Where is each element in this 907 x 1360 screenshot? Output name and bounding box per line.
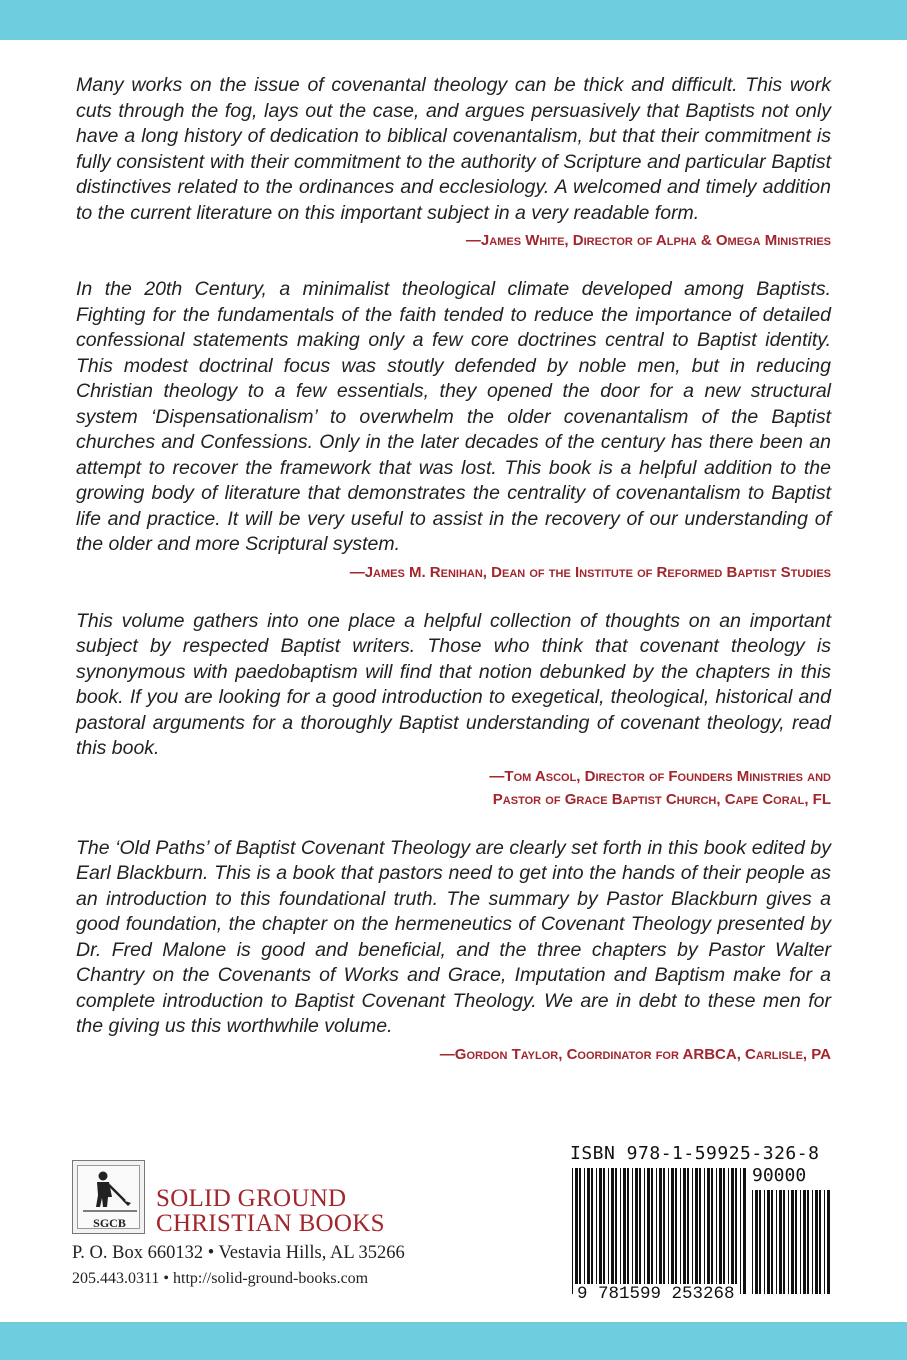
barcode-bar [584,1168,585,1294]
farmer-with-hoe-icon [81,1167,139,1217]
barcode-bar [635,1168,638,1294]
barcode-bar [728,1168,729,1294]
barcode-bar [791,1190,794,1294]
barcode-bar [707,1168,710,1294]
barcode-bar [627,1168,629,1294]
barcode-bar [623,1168,626,1294]
barcode-bar [656,1168,657,1294]
barcode-bar [795,1190,797,1294]
endorsement-quote: Many works on the issue of covenantal theology can be thick and difficult. This work cuts through the fog, lays out the case, and argues persuasively that Baptists not only have a long history of dedication to biblical covenantalism, but that their commitment is fully consistent with their commitment to the authority of Scripture and particular Baptist distinctives related to the ordinances and ecclesiology. A welcomed and timely addition to the current literature on this important subject in a very readable form. [76,74,831,224]
barcode-bar [807,1190,809,1294]
publisher-address: P. O. Box 660132 • Vestavia Hills, AL 35266 [72,1243,405,1263]
barcode-bar [824,1190,825,1294]
endorsement-attribution: —James M. Renihan, Dean of the Institute of Reformed Baptist Studies [349,563,831,581]
endorsement-2 [76,277,831,584]
barcode-bar [819,1190,821,1294]
barcode-bar [735,1168,737,1294]
barcode-ean-digits: 9 781599 253268 [577,1284,735,1304]
barcode-bar [764,1190,765,1294]
barcode-addon-digits: 90000 [752,1165,807,1186]
barcode-bar [615,1168,617,1294]
barcode-bar [632,1168,633,1294]
barcode-bar [743,1168,746,1294]
endorsement-3 [76,609,831,811]
barcode-bar [620,1168,621,1294]
barcode-bar [651,1168,653,1294]
bottom-color-band [0,1322,907,1360]
barcode-bar [591,1168,593,1294]
barcode-bar [572,1168,573,1294]
barcode-bar [599,1168,602,1294]
publisher-name: SOLID GROUND CHRISTIAN BOOKS [156,1185,385,1237]
endorsement-attribution: —Gordon Taylor, Coordinator for ARBCA, Carlisle, PA [439,1045,831,1063]
barcode-bar [675,1168,677,1294]
barcode-bar [596,1168,597,1294]
endorsement-4 [76,836,831,1066]
barcode-bar [692,1168,693,1294]
barcode-bar [704,1168,705,1294]
barcode-bar [575,1168,578,1294]
barcode-bar [759,1190,761,1294]
barcode-bars [570,1168,835,1298]
endorsement-attribution: —James White, Director of Alpha & Omega Ministries [465,232,831,249]
barcode-bar [644,1168,645,1294]
barcode-bar [755,1190,758,1294]
barcode-bar [647,1168,650,1294]
barcode-bar [752,1190,753,1294]
barcode-bar [719,1168,722,1294]
barcode-bar [683,1168,686,1294]
endorsement-1 [76,73,831,252]
publisher-contact: 205.443.0311 • http://solid-ground-books.com [72,1270,369,1287]
barcode-bar [659,1168,662,1294]
endorsement-quote: The ‘Old Paths’ of Baptist Covenant Theology are clearly set forth in this book edited by Earl Blackburn. This is a book that pastors need to get into the hands of their people as an introduction to this foundational truth. The summary by Pastor Blackburn gives a good foundation, the chapter on the hermeneutics of Covenant Theology presented by Dr. Fred Malone is good and beneficial, and the three chapters by Pastor Walter Chantry on the Covenants of Works and Grace, Imputation and Baptism make for a complete introduction to Baptist Covenant Theology. We are in debt to these men for the giving us this worthwhile volume. [76,836,831,1037]
publisher-logo [72,1160,145,1234]
barcode-bar [776,1190,777,1294]
barcode-bar [608,1168,609,1294]
barcode-bar [716,1168,717,1294]
barcode-bar [711,1168,713,1294]
barcode-bar [663,1168,665,1294]
top-color-band [0,0,907,40]
isbn-number: ISBN 978-1-59925-326-8 [570,1143,820,1164]
endorsement-attribution: —Tom Ascol, Director of Founders Ministries and Pastor of Grace Baptist Church, Cape Coral, FL [489,767,831,808]
barcode-bar [603,1168,605,1294]
barcode-bar [668,1168,669,1294]
barcode-bar [680,1168,681,1294]
publisher-logo-text: SGCB [93,1216,126,1230]
barcode-bar [723,1168,725,1294]
barcode-bar [803,1190,806,1294]
endorsement-quote: This volume gathers into one place a helpful collection of thoughts on an important subject by respected Baptist writers. Those who think that covenant theology is synonymous with paedobaptism will find that notion debunked by the chapters in this book. If you are looking for a good introduction to exegetical, theological, historical and pastoral arguments for a thoroughly Baptist understanding of covenant theology, read this book. [76,609,831,759]
barcode-bar [767,1190,770,1294]
barcode-bar [815,1190,818,1294]
barcode-bar [611,1168,614,1294]
barcode-bar [771,1190,773,1294]
barcode-bar [699,1168,701,1294]
barcode-bar [695,1168,698,1294]
barcode-bar [800,1190,801,1294]
barcode-bar [779,1190,782,1294]
endorsements [76,73,831,1091]
endorsement-quote: In the 20th Century, a minimalist theological climate developed among Baptists. Fighting for the fundamentals of the faith tended to reduce the importance of detailed confessional statements making only a few core doctrines central to Baptist identity. This modest doctrinal focus was stoutly defended by noble men, but in reducing Christian theology to a few essentials, they opened the door for a new structural system ‘Dispensationalism’ to overwhelm the older covenantalism of the Baptist churches and Confessions. Only in the later decades of the century has there been an attempt to recover the framework that was lost. This book is a helpful addition to the growing body of literature that demonstrates the centrality of covenantalism to Baptist life and practice. It will be very useful to assist in the recovery of our understanding of the older and more Scriptural system. [76,278,831,555]
isbn-barcode [560,1143,840,1303]
barcode-bar [587,1168,590,1294]
barcode-bar [827,1190,830,1294]
barcode-bar [687,1168,689,1294]
barcode-bar [731,1168,734,1294]
barcode-bar [639,1168,641,1294]
barcode-bar [812,1190,813,1294]
barcode-bar [788,1190,789,1294]
barcode-bar [740,1168,741,1294]
barcode-bar [579,1168,581,1294]
barcode-bar [671,1168,674,1294]
barcode-bar [783,1190,785,1294]
